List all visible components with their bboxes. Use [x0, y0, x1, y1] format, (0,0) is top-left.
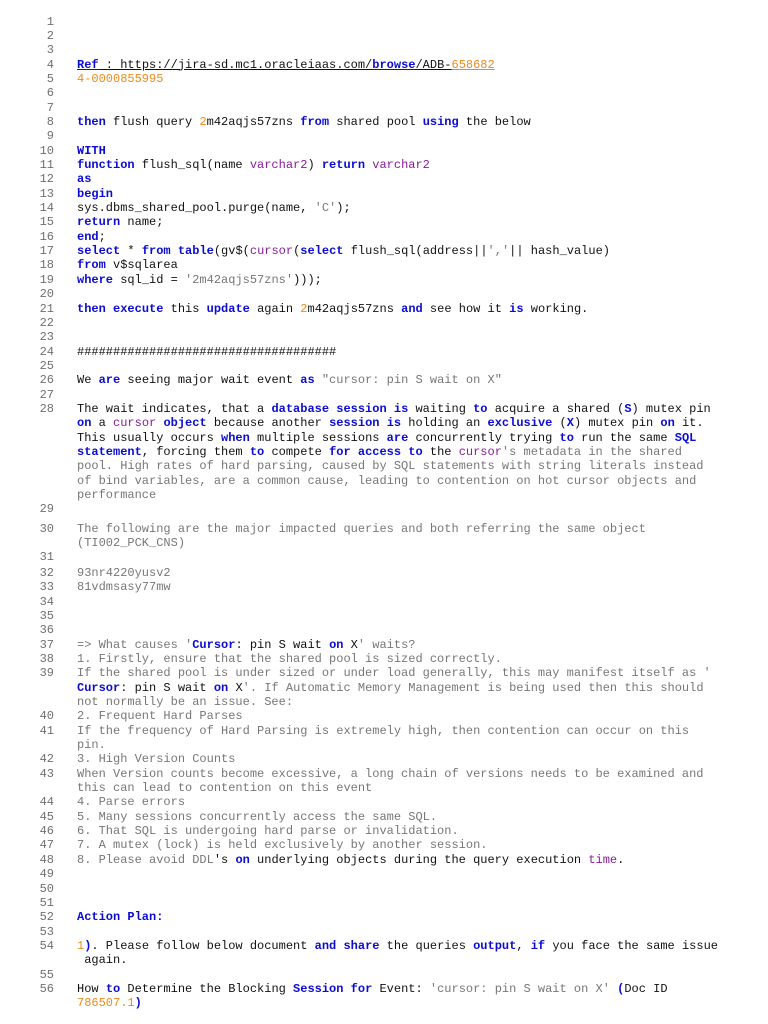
code-line[interactable] [77, 724, 757, 753]
code-token: on [235, 852, 250, 867]
code-token: 2. Frequent Hard Parses [77, 709, 243, 724]
code-line[interactable] [77, 910, 757, 924]
line-number: 29 [39, 502, 54, 517]
code-token: '. If Automatic Memory Management is being used then this should not normally be an issue. See: [77, 680, 704, 709]
code-token: the queries [379, 938, 474, 953]
code-token: ) [84, 938, 92, 953]
line-number: 10 [39, 143, 54, 158]
code-token: concurrently trying [408, 430, 560, 445]
code-token: (gv$( [213, 244, 250, 259]
line-number: 26 [39, 373, 54, 388]
code-token: from [300, 114, 330, 129]
code-token: is [509, 301, 524, 316]
line-number: 19 [39, 272, 54, 287]
code-token: then [77, 114, 106, 129]
code-token: as [300, 373, 315, 388]
code-token: to [249, 444, 265, 459]
code-token: How [77, 981, 106, 996]
code-token: is [393, 401, 409, 416]
code-line[interactable] [77, 810, 757, 824]
line-number: 7 [46, 100, 54, 115]
code-token: flush_sql(address|| [343, 244, 488, 259]
code-token: SQL [674, 430, 697, 445]
code-token: on [77, 416, 92, 431]
line-number: 46 [39, 824, 54, 839]
code-token: return [321, 158, 366, 172]
code-line[interactable] [77, 838, 757, 852]
code-token: v$sqlarea [105, 258, 178, 273]
line-number: 5 [46, 71, 54, 86]
code-line[interactable] [77, 302, 757, 316]
code-token: cursor [458, 444, 502, 459]
line-number: 12 [39, 172, 54, 187]
code-token: this [163, 301, 207, 316]
code-token: are [98, 373, 121, 388]
code-line[interactable] [77, 566, 757, 580]
code-token: time [588, 852, 618, 867]
code-token: if [530, 938, 546, 953]
line-number: 48 [39, 852, 54, 867]
code-token: flush query [105, 114, 200, 129]
code-token: 5. Many sessions concurrently access the same SQL. [77, 809, 438, 824]
code-token: 658682 [451, 57, 495, 72]
code-token: waiting [408, 401, 474, 416]
line-number: 23 [39, 330, 54, 345]
code-token: m42aqjs57zns [206, 114, 301, 129]
code-token: underlying objects during the query execution [249, 852, 589, 867]
code-token: sys.dbms_shared_pool.purge(name, [77, 201, 315, 216]
code-token: cursor [249, 244, 294, 259]
code-token: 's metadata in the shared pool. High rates of hard parsing, caused by SQL statements with string literals instead of bind variables, are a common cause, leading to contention on hot cursor objects and performance [77, 444, 704, 502]
code-token: 2 [199, 114, 207, 129]
code-token: ( [552, 416, 567, 431]
line-number: 39 [39, 666, 54, 681]
code-line[interactable] [77, 115, 757, 129]
code-token: X [343, 637, 358, 652]
code-token: when [221, 430, 250, 445]
code-token: 93nr4220yusv2 [77, 565, 171, 580]
code-token: 4-0000855995 [77, 71, 164, 86]
code-line[interactable] [77, 58, 757, 72]
code-token: ; [98, 229, 106, 244]
code-token: return [77, 215, 121, 230]
code-token: Cursor [192, 637, 236, 652]
code-token: #################################### [77, 344, 337, 359]
code-token: '2m42aqjs57zns' [185, 272, 294, 287]
code-token: 7. A mutex (lock) is held exclusively by another session. [77, 838, 488, 853]
code-token: "cursor: pin S wait on X" [321, 373, 502, 388]
line-number: 1 [46, 14, 54, 29]
code-token: 2 [300, 301, 308, 316]
code-token: statement [77, 444, 142, 459]
code-token: : pin S wait [235, 637, 330, 652]
code-token: ) [134, 996, 142, 1011]
code-line[interactable] [77, 853, 757, 867]
code-token: you face the same issue again. [84, 938, 718, 968]
code-token: holding an [401, 416, 488, 431]
line-number: 43 [39, 766, 54, 781]
code-token: 4. Parse errors [77, 795, 186, 810]
line-number: 42 [39, 752, 54, 767]
line-number: 54 [39, 938, 54, 953]
code-line[interactable] [77, 172, 757, 186]
code-line[interactable] [77, 187, 757, 201]
code-token: select [300, 244, 344, 259]
code-token: are [386, 430, 409, 445]
code-line[interactable] [77, 939, 757, 968]
code-line[interactable] [77, 144, 757, 158]
code-token: it. This usually occurs [77, 416, 704, 445]
code-token [315, 373, 322, 387]
line-number: 47 [39, 838, 54, 853]
code-line[interactable] [77, 638, 757, 652]
code-token: 'cursor: pin S wait on X' [429, 981, 610, 996]
code-token: on [660, 416, 675, 431]
code-token: || hash_value) [509, 244, 610, 259]
code-token: Ref [77, 57, 99, 72]
code-line[interactable] [77, 215, 757, 229]
code-token: X [566, 416, 574, 431]
line-number: 38 [39, 651, 54, 666]
code-line[interactable] [77, 201, 757, 215]
code-token: browse [372, 57, 416, 72]
code-token: because another [206, 416, 330, 431]
code-token: , forcing them [141, 444, 250, 459]
line-number: 33 [39, 580, 54, 595]
line-number: 51 [39, 895, 54, 910]
code-token: then [77, 301, 106, 316]
code-line[interactable] [77, 158, 757, 172]
line-number: 18 [39, 258, 54, 273]
code-token: WITH [77, 143, 106, 158]
code-token: . [617, 852, 625, 867]
code-line[interactable] [77, 402, 757, 502]
code-token: 1. Firstly, ensure that the shared pool is sized correctly. [77, 651, 502, 666]
line-number: 22 [39, 315, 54, 330]
code-line[interactable] [77, 709, 757, 723]
code-token: select [77, 244, 121, 259]
code-token: object [163, 416, 207, 431]
line-number: 6 [46, 86, 54, 101]
line-number: 49 [39, 867, 54, 882]
code-token: a [91, 416, 114, 431]
code-token [387, 402, 394, 416]
code-line[interactable] [77, 666, 757, 709]
line-number: 20 [39, 287, 54, 302]
line-number: 55 [39, 967, 54, 982]
code-token: and [314, 938, 337, 953]
code-token: as [77, 172, 92, 187]
code-token: seeing major wait event [120, 373, 301, 388]
code-token: Event: [372, 981, 430, 996]
line-number: 4 [46, 57, 54, 72]
code-token [380, 416, 387, 430]
code-token: for access to [329, 444, 423, 459]
code-token: sql_id = [113, 272, 186, 287]
code-token: m42aqjs57zns [307, 301, 402, 316]
code-token: to [473, 401, 488, 416]
line-number: 53 [39, 924, 54, 939]
code-token: output [473, 938, 517, 953]
line-number: 45 [39, 809, 54, 824]
code-token: : https://jira-sd.mc1.oracleiaas.com/ [98, 57, 373, 72]
code-token: Doc ID [624, 981, 668, 996]
line-number: 11 [39, 158, 54, 172]
code-token: from [141, 244, 171, 259]
code-token: Determine the Blocking [120, 981, 294, 996]
code-token: 's [213, 852, 236, 867]
code-line[interactable] [77, 273, 757, 287]
code-line[interactable] [77, 652, 757, 666]
code-token: , [516, 938, 531, 953]
line-number: 25 [39, 358, 54, 373]
code-token: * [120, 244, 142, 259]
code-token: database [271, 401, 330, 416]
line-number: 13 [39, 186, 54, 201]
line-number: 21 [39, 301, 54, 316]
code-token: using [422, 114, 459, 129]
code-token: . Please follow below document [91, 938, 315, 953]
code-line[interactable] [77, 72, 757, 86]
code-token: => What causes ' [77, 637, 193, 652]
code-token: on [213, 680, 229, 695]
code-token: where [77, 272, 114, 287]
line-number: 24 [39, 344, 54, 359]
line-number: 2 [46, 28, 54, 43]
code-token: session [329, 416, 380, 431]
code-token: X [228, 680, 243, 695]
code-token: The wait indicates, that a [77, 401, 272, 416]
code-token: table [177, 244, 214, 259]
code-token: the [422, 444, 459, 459]
code-token: to [559, 430, 574, 445]
code-token: on [329, 637, 344, 652]
code-line[interactable] [77, 824, 757, 838]
code-token: Session [293, 981, 344, 996]
line-number: 36 [39, 623, 54, 638]
line-number: 3 [46, 43, 54, 58]
line-number: 50 [39, 881, 54, 896]
code-token: ) mutex pin [573, 416, 661, 431]
code-token: ) mutex pin [631, 401, 711, 416]
line-number: 37 [39, 637, 54, 652]
code-token: compete [264, 444, 330, 459]
code-token: name; [120, 215, 164, 230]
code-token: shared pool [329, 114, 423, 129]
code-token: : pin S wait [120, 680, 214, 695]
code-token: see how it [422, 301, 510, 316]
code-token: 6. That SQL is undergoing hard parse or invalidation. [77, 824, 459, 839]
code-token [106, 302, 113, 316]
code-token: ); [336, 201, 351, 216]
code-token: ',' [487, 244, 510, 259]
code-token: share [343, 938, 380, 953]
code-line[interactable] [77, 345, 757, 359]
code-token: Cursor [77, 680, 121, 695]
line-number: 34 [39, 594, 54, 609]
code-token [343, 982, 350, 996]
line-number: 16 [39, 229, 54, 244]
code-token: is [386, 416, 402, 431]
code-line[interactable] [77, 258, 757, 272]
line-number: 31 [39, 550, 54, 565]
code-token: The following are the major impacted queries and both referring the same object (TI002_PCK_CNS) [77, 521, 646, 551]
code-token: execute [113, 301, 164, 316]
code-token: ( [617, 981, 625, 996]
code-token: 786507.1 [77, 996, 135, 1011]
line-number: 41 [39, 723, 54, 738]
code-token: If the shared pool is under sized or under load generally, this may manifest itself as ' [77, 666, 711, 681]
code-token: end [77, 229, 99, 244]
code-token: from [77, 258, 106, 273]
line-number: 40 [39, 709, 54, 724]
code-token: 'C' [314, 201, 337, 216]
code-token: 3. High Version Counts [77, 752, 236, 767]
code-token: 8. Please avoid DDL [77, 852, 214, 867]
line-number: 14 [39, 201, 54, 216]
code-token: 81vdmsasy77mw [77, 580, 171, 595]
line-number: 9 [46, 129, 54, 144]
code-token: working. [523, 301, 589, 316]
code-token: to [105, 981, 121, 996]
line-number: 28 [39, 401, 54, 416]
code-token: Action Plan: [77, 910, 164, 925]
code-line[interactable] [77, 767, 757, 796]
code-token: ( [293, 244, 301, 259]
code-token: exclusive [487, 416, 553, 431]
code-line[interactable] [77, 373, 757, 387]
line-number: 44 [39, 795, 54, 810]
line-number: 17 [39, 244, 54, 259]
code-token: multiple sessions [249, 430, 387, 445]
code-token: session [336, 401, 387, 416]
code-token: S [624, 401, 632, 416]
code-token: ))); [293, 272, 322, 287]
line-number: 15 [39, 215, 54, 230]
line-number: 32 [39, 565, 54, 580]
code-token: function [77, 158, 135, 172]
code-token: cursor [113, 416, 157, 431]
code-line[interactable] [77, 752, 757, 766]
line-number: 35 [39, 608, 54, 623]
code-line[interactable] [77, 522, 757, 551]
line-number: 56 [39, 981, 54, 996]
code-token: run the same [573, 430, 675, 445]
code-line[interactable] [77, 230, 757, 244]
line-number: 8 [46, 114, 54, 129]
code-token: and [401, 301, 423, 316]
line-number: 30 [39, 521, 54, 536]
code-token: We [77, 373, 99, 388]
code-line[interactable] [77, 795, 757, 809]
code-token: ) [307, 158, 322, 172]
code-token [171, 244, 178, 258]
code-token: begin [77, 186, 114, 201]
code-token: When Version counts become excessive, a long chain of versions needs to be examined and this can lead to contention on this event [77, 766, 704, 796]
code-token: If the frequency of Hard Parsing is extremely high, then contention can occur on this pin. [77, 723, 690, 752]
code-token: varchar2 [249, 158, 308, 172]
code-token: update [206, 301, 250, 316]
code-token: the below [458, 114, 531, 129]
code-token: again [249, 301, 301, 316]
code-token: varchar2 [372, 158, 430, 172]
code-token: acquire a shared ( [487, 401, 625, 416]
code-line[interactable] [77, 580, 757, 594]
code-line[interactable] [77, 244, 757, 258]
code-token: flush_sql(name [134, 158, 250, 172]
code-token: ' waits? [357, 637, 416, 652]
code-token: /ADB- [415, 57, 452, 72]
line-number: 27 [39, 387, 54, 402]
line-number: 52 [39, 910, 54, 925]
code-token: for [350, 981, 373, 996]
code-line[interactable] [77, 982, 757, 1011]
code-token: 1 [77, 938, 85, 953]
